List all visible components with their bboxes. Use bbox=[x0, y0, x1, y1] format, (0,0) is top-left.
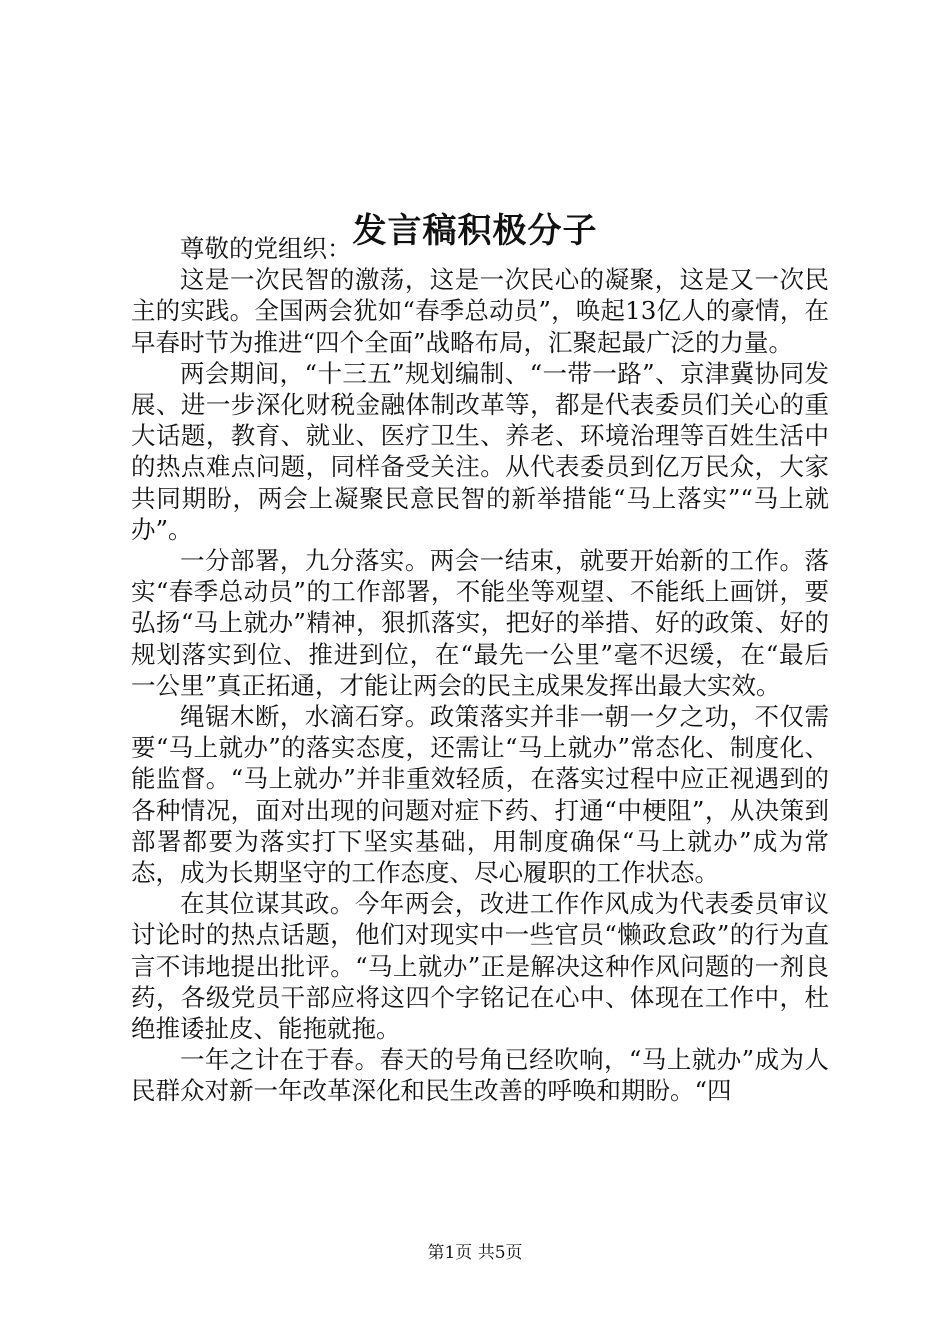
paragraph: 这是一次民智的激荡，这是一次民心的凝聚，这是又一次民主的实践。全国两会犹如“春季总动员”，唤起13亿人的豪情，在早春时节为推进“四个全面”战略布局，汇聚起最广泛的力量。 bbox=[131, 265, 829, 357]
paragraph: 绳锯木断，水滴石穿。政策落实并非一朝一夕之功，不仅需要“马上就办”的落实态度，还需让“马上就办”常态化、制度化、能监督。“马上就办”并非重效轻质，在落实过程中应正视遇到的各种情况，面对出现的问题对症下药、打通“中梗阻”，从决策到部署都要为落实打下坚实基础，用制度确保“马上就办”成为常态，成为长期坚守的工作态度、尽心履职的工作状态。 bbox=[131, 702, 829, 888]
salutation: 尊敬的党组织： bbox=[180, 234, 352, 263]
paragraph: 在其位谋其政。今年两会，改进工作作风成为代表委员审议讨论时的热点话题，他们对现实中一些官员“懒政怠政”的行为直言不讳地提出批评。“马上就办”正是解决这种作风问题的一剂良药，各级党员干部应将这四个字铭记在心中、体现在工作中，杜绝推诿扯皮、能拖就拖。 bbox=[131, 889, 829, 1044]
paragraph: 一分部署，九分落实。两会一结束，就要开始新的工作。落实“春季总动员”的工作部署，不能坐等观望、不能纸上画饼，要弘扬“马上就办”精神，狠抓落实，把好的举措、好的政策、好的规划落实到位、推进到位，在“最先一公里”毫不迟缓，在“最后一公里”真正拓通，才能让两会的民主成果发挥出最大实效。 bbox=[131, 546, 829, 700]
paragraph: 两会期间，“十三五”规划编制、“一带一路”、京津冀协同发展、进一步深化财税金融体制改革等，都是代表委员们关心的重大话题，教育、就业、医疗卫生、养老、环境治理等百姓生活中的热点难点问题，同样备受关注。从代表委员到亿万民众，大家共同期盼，两会上凝聚民意民智的新举措能“马上落实”“马上就办”。 bbox=[131, 358, 829, 544]
paragraph: 一年之计在于春。春天的号角已经吹响，“马上就办”成为人民群众对新一年改革深化和民生改善的呼唤和期盼。“四 bbox=[131, 1045, 829, 1106]
page-footer: 第1页 共5页 bbox=[427, 1243, 523, 1263]
document-body bbox=[131, 233, 829, 1107]
document-title: 发言稿积极分子 bbox=[352, 210, 598, 251]
